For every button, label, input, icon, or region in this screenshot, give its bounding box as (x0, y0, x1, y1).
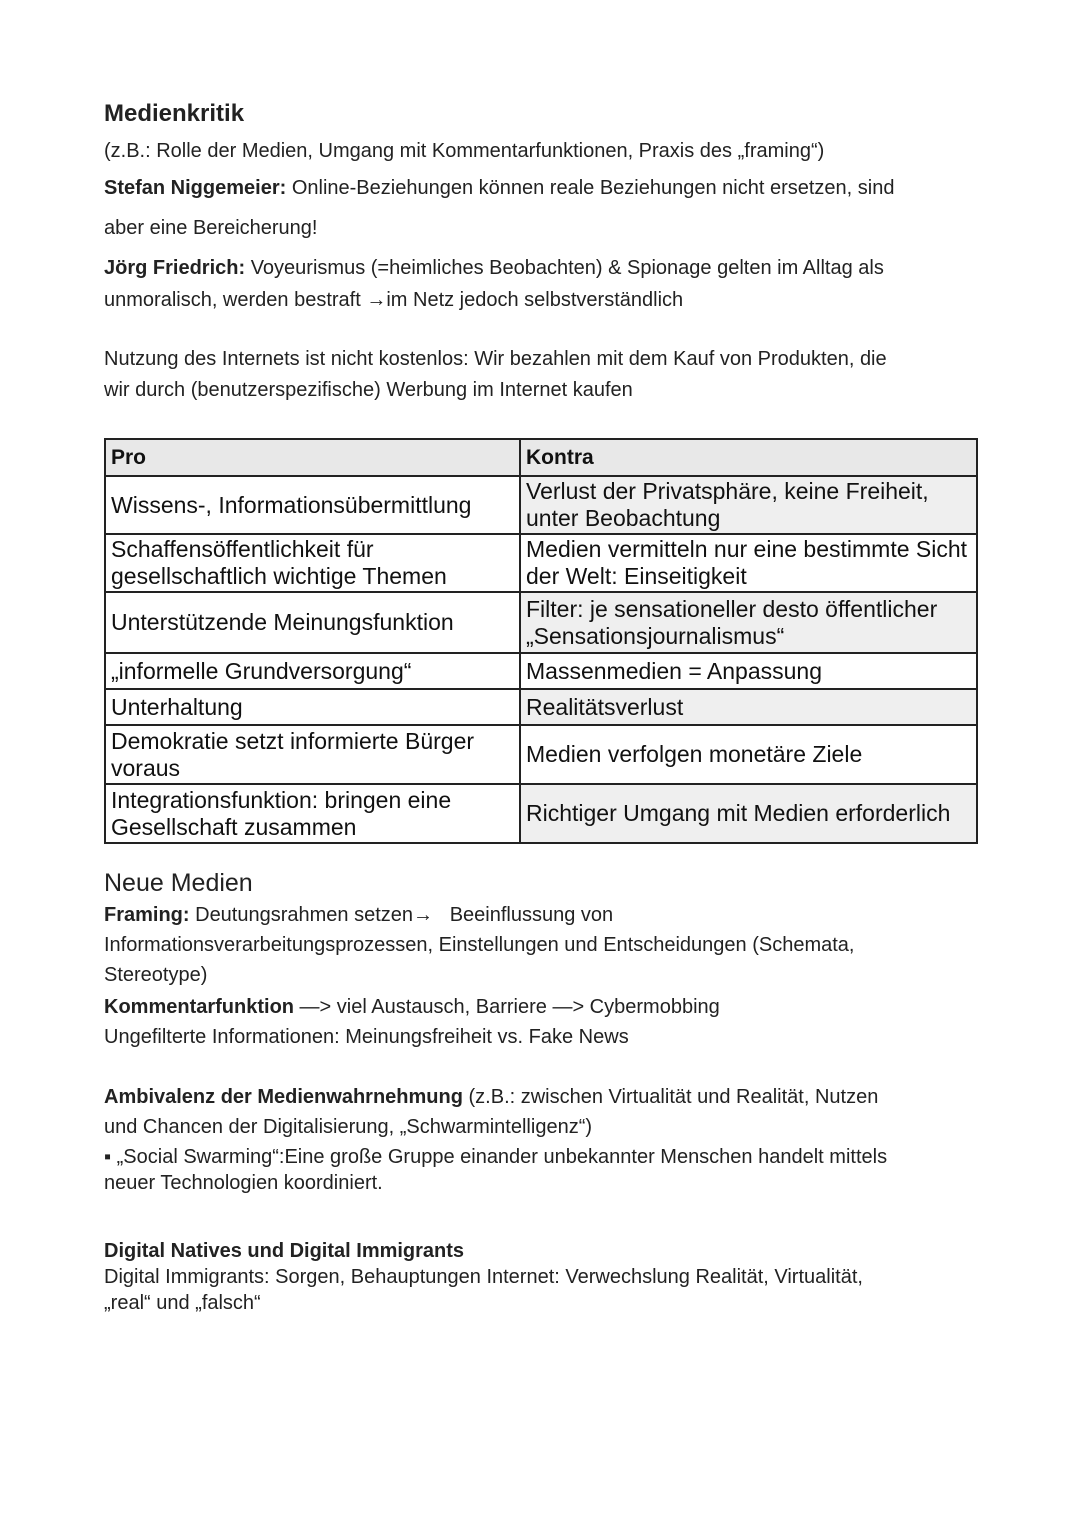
ungefiltert-paragraph: Ungefilterte Informationen: Meinungsfreiheit vs. Fake News (104, 1026, 629, 1048)
internet-cost-line-2: wir durch (benutzerspezifische) Werbung im Internet kaufen (104, 379, 633, 401)
table-row (105, 592, 977, 653)
contra-cell: Verlust der Privatsphäre, keine Freiheit, unter Beobachtung (520, 476, 977, 534)
digital-line-2: „real“ und „falsch“ (104, 1292, 261, 1314)
friedrich-name: Jörg Friedrich: (104, 257, 246, 279)
framing-label: Framing: (104, 904, 190, 926)
pro-cell: Unterstützende Meinungsfunktion (105, 592, 520, 653)
contra-cell: Realitätsverlust (520, 689, 977, 725)
social-swarming-line-1: ▪ „Social Swarming“:Eine große Gruppe einander unbekannter Menschen handelt mittels (104, 1146, 888, 1168)
pro-contra-table (104, 438, 978, 844)
ambivalenz-label: Ambivalenz der Medienwahrnehmung (104, 1086, 463, 1108)
contra-cell: Medien vermitteln nur eine bestimmte Sicht der Welt: Einseitigkeit (520, 534, 977, 592)
digital-heading: Digital Natives und Digital Immigrants (104, 1240, 465, 1262)
pro-cell: Wissens-, Informationsübermittlung (105, 476, 520, 534)
contra-cell: Massenmedien = Anpassung (520, 653, 977, 689)
niggemeier-text-1: Online-Beziehungen können reale Beziehungen nicht ersetzen, sind (286, 177, 895, 199)
intro-examples: (z.B.: Rolle der Medien, Umgang mit Kommentarfunktionen, Praxis des „framing“) (104, 140, 825, 162)
kommentar-text: —> viel Austausch, Barriere —> Cybermobbing (294, 996, 720, 1018)
digital-section (104, 1238, 984, 1316)
social-swarming-line-2: neuer Technologien koordiniert. (104, 1172, 383, 1194)
table-row (105, 653, 977, 689)
pro-cell: Demokratie setzt informierte Bürger voraus (105, 725, 520, 784)
ambivalenz-text-2: und Chancen der Digitalisierung, „Schwarmintelligenz“) (104, 1116, 593, 1138)
niggemeier-name: Stefan Niggemeier: (104, 177, 287, 199)
pro-cell: Integrationsfunktion: bringen eine Gesellschaft zusammen (105, 784, 520, 843)
contra-cell: Richtiger Umgang mit Medien erforderlich (520, 784, 977, 843)
friedrich-text-1: Voyeurismus (=heimliches Beobachten) & Spionage gelten im Alltag als (245, 257, 884, 279)
ambivalenz-text-1: (z.B.: zwischen Virtualität und Realität, Nutzen (462, 1086, 879, 1108)
pro-cell: „informelle Grundversorgung“ (105, 653, 520, 689)
kommentar-paragraph (104, 992, 984, 1022)
table-header-row (105, 439, 977, 476)
internet-cost-paragraph (104, 344, 984, 406)
social-swarming-bullet (104, 1144, 984, 1196)
niggemeier-paragraph (104, 168, 984, 248)
table-row (105, 784, 977, 843)
pro-cell: Schaffensöffentlichkeit für gesellschaftlich wichtige Themen (105, 534, 520, 592)
internet-cost-line-1: Nutzung des Internets ist nicht kostenlos: Wir bezahlen mit dem Kauf von Produkten, die (104, 348, 887, 370)
document-page (104, 98, 984, 1316)
framing-paragraph (104, 900, 984, 990)
kommentar-label: Kommentarfunktion (104, 996, 294, 1018)
contra-cell: Medien verfolgen monetäre Ziele (520, 725, 977, 784)
header-contra: Kontra (520, 439, 977, 476)
framing-text-1: Deutungsrahmen setzen→ Beeinflussung von (189, 904, 614, 926)
ambivalenz-paragraph (104, 1082, 984, 1142)
contra-cell: Filter: je sensationeller desto öffentlicher „Sensationsjournalismus“ (520, 592, 977, 653)
table-row (105, 476, 977, 534)
niggemeier-text-2: aber eine Bereicherung! (104, 217, 318, 239)
page-title: Medienkritik (104, 100, 245, 127)
digital-line-1: Digital Immigrants: Sorgen, Behauptungen Internet: Verwechslung Realität, Virtualität, (104, 1266, 863, 1288)
neue-medien-heading: Neue Medien (104, 869, 253, 897)
friedrich-text-2: unmoralisch, werden bestraft →im Netz jedoch selbstverständlich (104, 289, 684, 311)
pro-cell: Unterhaltung (105, 689, 520, 725)
framing-text-2: Informationsverarbeitungsprozessen, Einstellungen und Entscheidungen (Schemata, (104, 934, 855, 956)
table-row (105, 725, 977, 784)
friedrich-paragraph (104, 252, 984, 316)
header-pro: Pro (105, 439, 520, 476)
table-row (105, 689, 977, 725)
table-row (105, 534, 977, 592)
framing-text-3: Stereotype) (104, 964, 208, 986)
